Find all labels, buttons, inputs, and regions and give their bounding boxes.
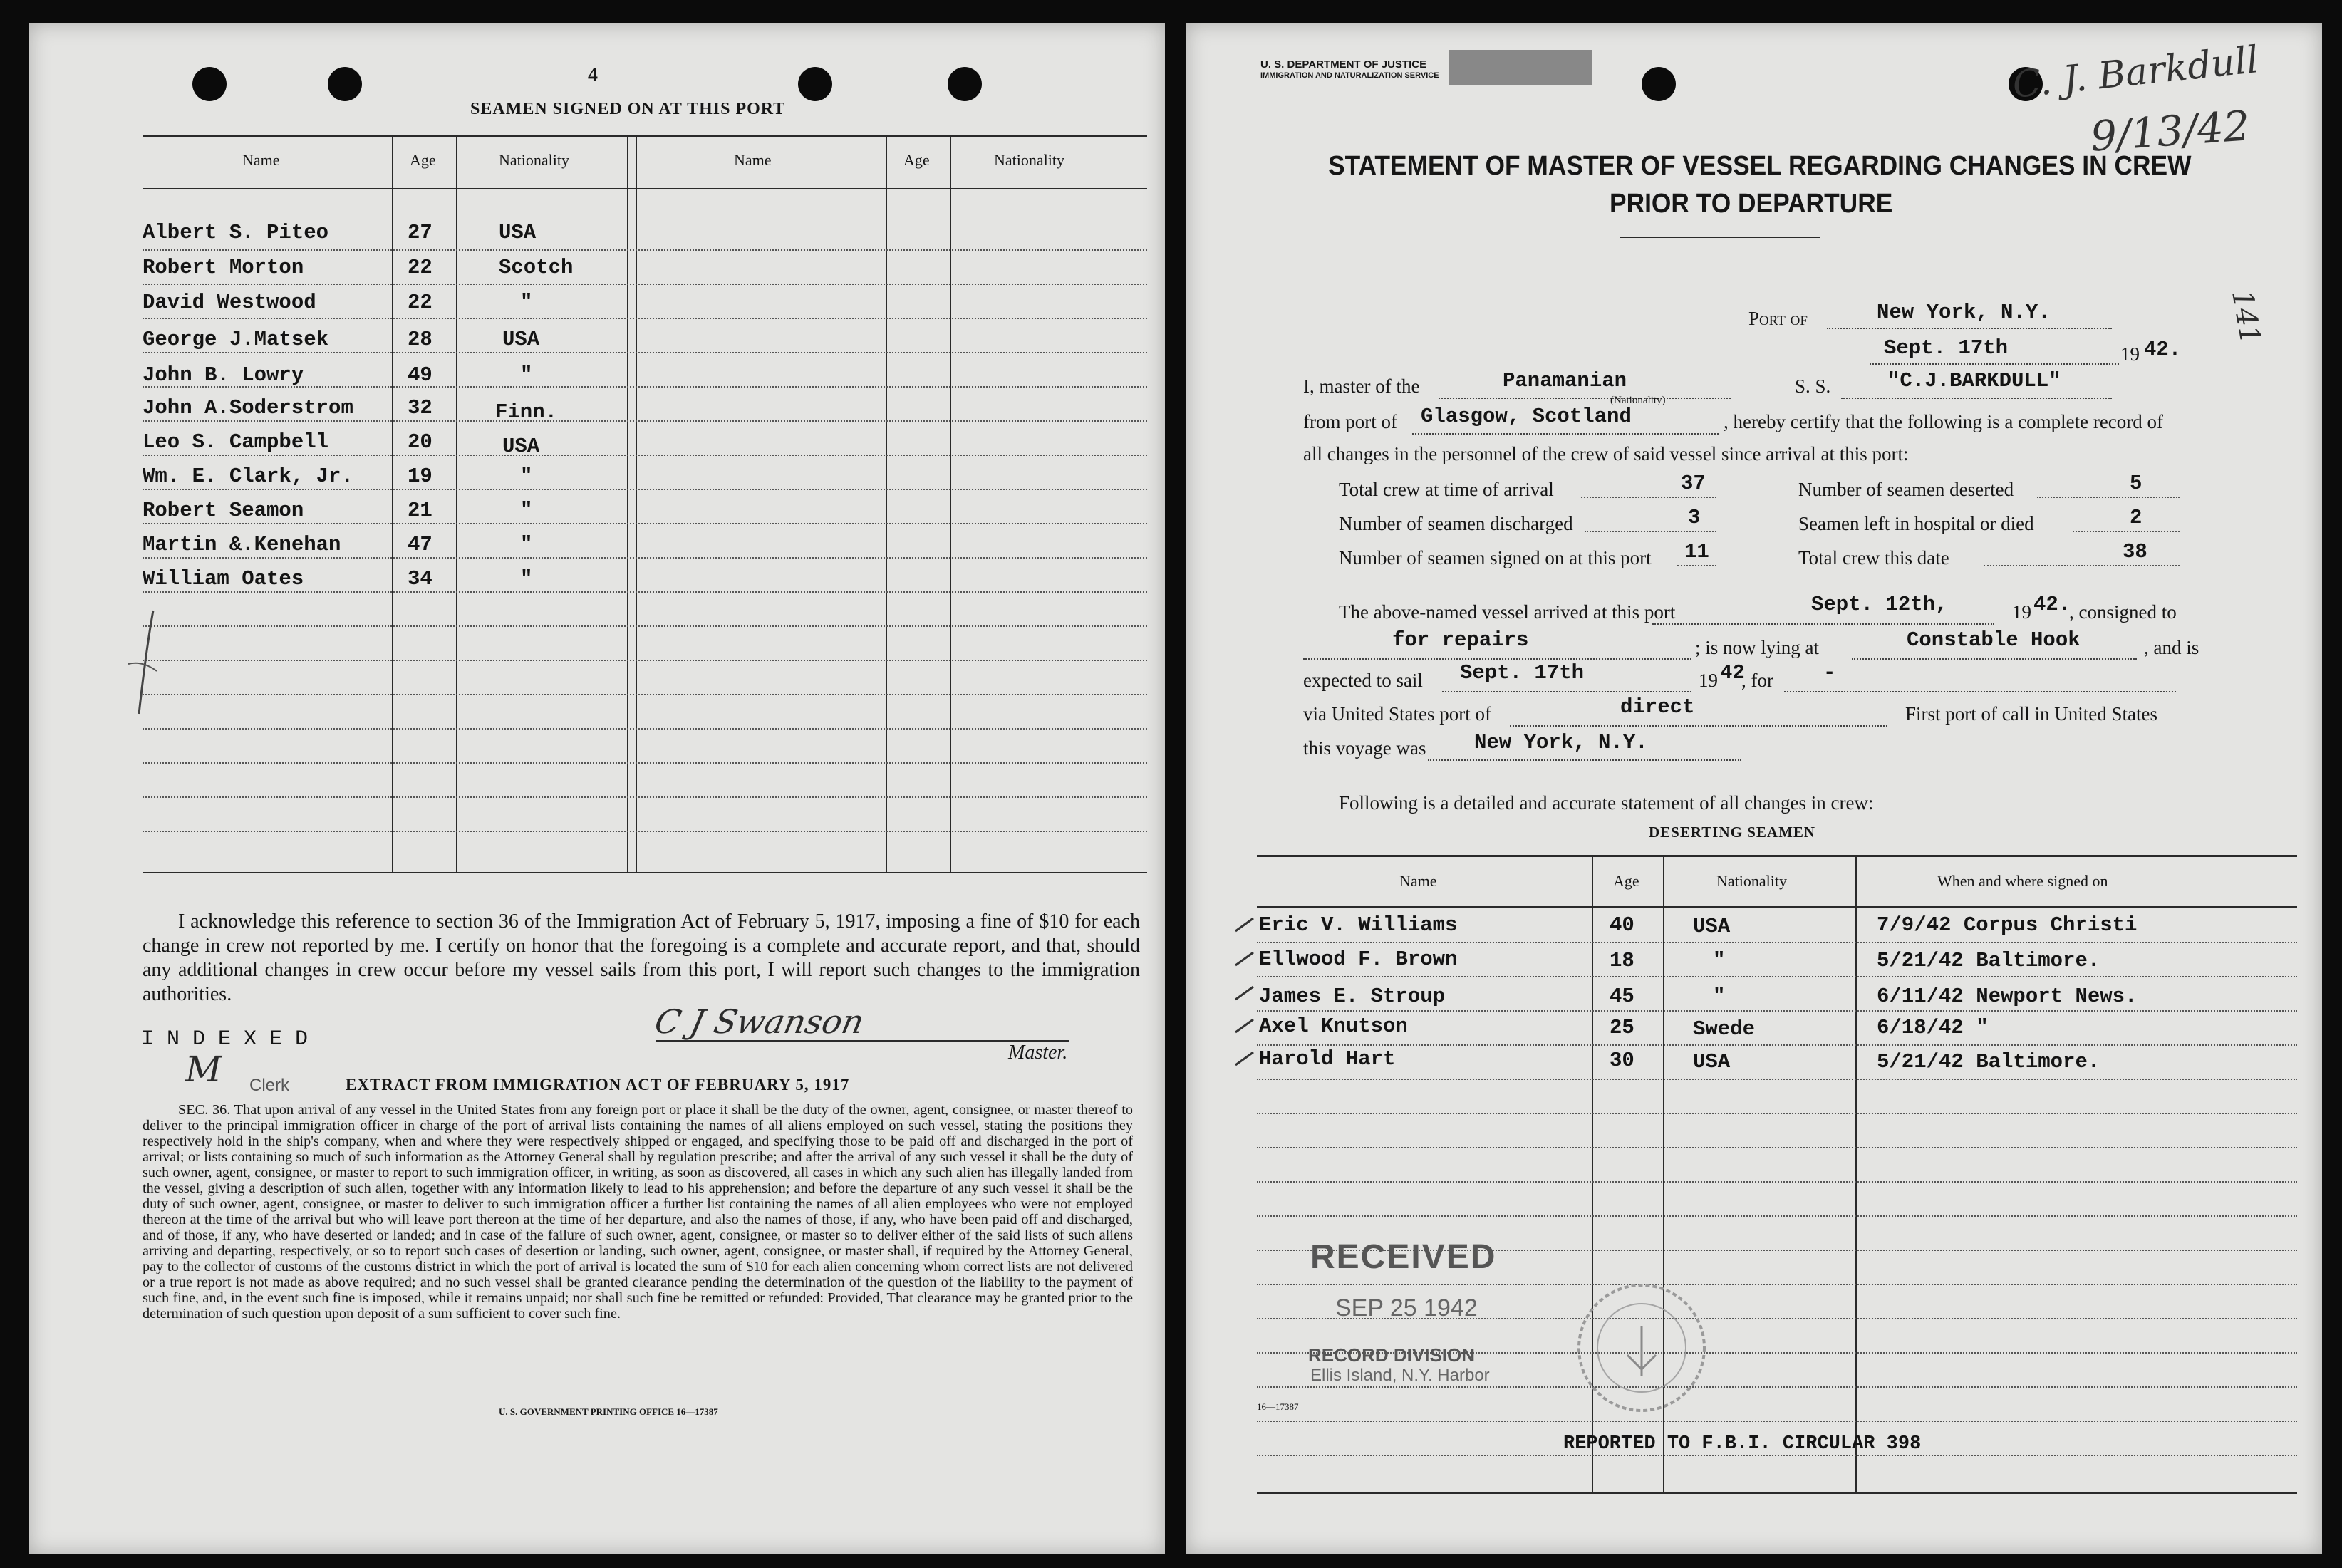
- via-line: [1510, 698, 1887, 727]
- arrived-date: Sept. 12th,: [1811, 593, 1948, 616]
- col-header-age: Age: [1613, 872, 1639, 890]
- deserter-nationality: ": [1713, 949, 1726, 972]
- ellis-island: Ellis Island, N.Y. Harbor: [1310, 1366, 1490, 1385]
- acknowledgment-text: I acknowledge this reference to section 36 of the Immigration Act of February 5, 1917, imposing a fine of $10 for each change in crew not reported by me. I certify on honor that the foregoing is a complete and accurate report, and that, should any additional changes in crew occur before my vessel sails from this port, I will report such changes to the immigration authorities.: [143, 910, 1140, 1005]
- deserter-name: Axel Knutson: [1259, 1014, 1408, 1038]
- punch-hole: [192, 67, 227, 101]
- redaction-smudge: [1449, 50, 1592, 85]
- lying-value: Constable Hook: [1907, 628, 2081, 652]
- punch-hole: [798, 67, 832, 101]
- deserter-age: 45: [1610, 985, 1634, 1008]
- voyage-label: this voyage was: [1303, 737, 1426, 759]
- clerk-initials: M: [185, 1049, 222, 1090]
- seaman-name: Leo S. Campbell: [143, 430, 329, 454]
- received-stamp: RECEIVED: [1310, 1238, 1497, 1276]
- seaman-name: John A.Soderstrom: [143, 396, 353, 420]
- column-rule: [392, 135, 393, 872]
- col-header-signed-on: When and where signed on: [1937, 872, 2108, 890]
- hospital-value: 2: [2130, 506, 2142, 529]
- seaman-age: 47: [408, 533, 432, 556]
- right-page: [1186, 23, 2322, 1554]
- seaman-name: William Oates: [143, 567, 304, 591]
- voyage-value: New York, N.Y.: [1474, 731, 1648, 754]
- certify-text-2: all changes in the personnel of the crew of said vessel since arrival at this port:: [1303, 443, 1909, 464]
- deserters-header-rule: [1257, 906, 2297, 908]
- deserters-table-bottom: [1257, 1492, 2297, 1494]
- deserter-signed-on: 7/9/42 Corpus Christi: [1877, 913, 2138, 937]
- seaman-nationality: ": [520, 533, 533, 556]
- punch-hole: [948, 67, 982, 101]
- total-arrival-value: 37: [1681, 472, 1706, 495]
- certify-text: , hereby certify that the following is a complete record of: [1724, 411, 2164, 432]
- arrived-label: The above-named vessel arrived at this port: [1339, 601, 1676, 623]
- seaman-age: 27: [408, 221, 432, 244]
- deserter-age: 25: [1610, 1016, 1634, 1039]
- discharged-label: Number of seamen discharged: [1339, 513, 1573, 534]
- total-date-value: 38: [2123, 540, 2147, 564]
- seaman-nationality: USA: [502, 328, 540, 351]
- following-text: Following is a detailed and accurate statement of all changes in crew:: [1339, 792, 1874, 814]
- extract-title: EXTRACT FROM IMMIGRATION ACT OF FEBRUARY 5, 1917: [346, 1076, 850, 1094]
- expected-year-prefix: 19: [1699, 670, 1718, 691]
- deserters-table-top: [1257, 855, 2297, 857]
- seaman-nationality: Scotch: [499, 256, 574, 279]
- expected-year: 42: [1720, 661, 1745, 685]
- seaman-nationality: USA: [499, 221, 537, 244]
- deserter-nationality: USA: [1693, 915, 1731, 938]
- consigned-label: , consigned to: [2069, 601, 2177, 623]
- table-bottom-rule: [143, 872, 1147, 873]
- seaman-age: 22: [408, 256, 432, 279]
- master-label: Master.: [1008, 1042, 1068, 1064]
- check-marks: [1232, 917, 1260, 1088]
- column-rule: [950, 135, 951, 872]
- left-page: [29, 23, 1165, 1554]
- master-of-label: I, master of the: [1303, 375, 1420, 397]
- col-header-name: Name: [1399, 872, 1437, 890]
- deserter-age: 40: [1610, 913, 1634, 937]
- page-number: 4: [588, 64, 599, 86]
- punch-hole: [328, 67, 362, 101]
- received-date: SEP 25 1942: [1335, 1294, 1478, 1322]
- signature-line: [656, 1040, 1069, 1042]
- col-header-age: Age: [410, 151, 436, 169]
- title-underline: [1620, 237, 1820, 238]
- year-value: 42.: [2144, 338, 2182, 361]
- nationality-value: Panamanian: [1503, 369, 1627, 393]
- deserter-name: Harold Hart: [1259, 1047, 1396, 1071]
- expected-label: expected to sail: [1303, 670, 1423, 691]
- deserter-nationality: USA: [1693, 1050, 1731, 1074]
- clerk-label: Clerk: [249, 1076, 290, 1095]
- seaman-nationality: ": [520, 363, 533, 387]
- seaman-nationality: ": [520, 499, 533, 522]
- and-is-label: , and is: [2144, 637, 2199, 658]
- indexed-stamp: INDEXED: [141, 1027, 321, 1052]
- gpo-footer: U. S. GOVERNMENT PRINTING OFFICE 16—17387: [499, 1406, 718, 1417]
- col-header-name: Name: [734, 151, 772, 169]
- column-rule: [456, 135, 457, 872]
- extract-text: SEC. 36. That upon arrival of any vessel in the United States from any foreign port or place it shall be the duty of the owner, agent, consignee, or master thereof to deliver to the principal immigration officer in charge of the port of arrival lists containing the names of all aliens employed on such vessel, stating the positions they respectively hold in the ship's company, when and where they were respectively shipped or engaged, and specifying those to be paid off and discharged in the port of arrival; or lists containing so much of such information as the Attorney General shall by regulation prescribe; and after the arrival of any such vessel it shall be the duty of such owner, agent, consignee, or master to report to such immigration officer, in writing, as soon as discovered, all cases in which any such alien has illegally landed from the vessel, giving a description of such alien, together with any information likely to lead to his apprehension; and before the departure of any such vessel it shall be the duty of such owner, agent, consignee, or master to deliver to such immigration officer a further list containing the names of all alien employees who were not employed thereon at the time of the arrival but who will leave port thereon at the time of her departure, and also the names of those, if any, who have been paid off and discharged, and of those, if any, who have deserted or landed; and in case of the failure of such owner, agent, consignee, or master so to deliver either of the said lists of such aliens arriving and departing, respectively, or so to report such cases of desertion or landing, such owner, agent, consignee, or master shall, if required by the Attorney General, pay to the collector of customs of the customs district in which the port of arrival is located the sum of $10 for each alien concerning whom correct lists are not delivered or a true report is not made as above required; and no such vessel shall be granted clearance pending the determination of the question of the liability to the payment of such fine, and, in the event such fine is imposed, while it remains unpaid; nor shall such fine be remitted or refunded: Provided, That clearance may be granted prior to the determination of such question upon deposit of a sum sufficient to cover such fine.: [143, 1102, 1133, 1322]
- arrived-year: 42.: [2033, 593, 2071, 616]
- seaman-name: David Westwood: [143, 291, 316, 314]
- deserter-name: James E. Stroup: [1259, 985, 1446, 1008]
- handwritten-date: 9/13/42: [2088, 101, 2252, 161]
- ss-label: S. S.: [1795, 375, 1831, 397]
- deserter-signed-on: 6/18/42 ": [1877, 1016, 1989, 1039]
- seaman-nationality: USA: [502, 435, 540, 458]
- deserter-signed-on: 6/11/42 Newport News.: [1877, 985, 2138, 1008]
- expected-date: Sept. 17th: [1460, 661, 1585, 685]
- table-header-rule: [143, 188, 1147, 189]
- date-value: Sept. 17th: [1884, 336, 2009, 360]
- via-value: direct: [1620, 695, 1695, 719]
- arrived-year-prefix: 19: [2012, 601, 2031, 623]
- col-header-nationality: Nationality: [499, 151, 569, 169]
- signed-on-label: Number of seamen signed on at this port: [1339, 547, 1652, 568]
- seaman-nationality: ": [520, 567, 533, 591]
- seaman-name: George J.Matsek: [143, 328, 329, 351]
- column-rule: [627, 135, 628, 872]
- seaman-age: 32: [408, 396, 432, 420]
- deserter-nationality: ": [1713, 985, 1726, 1008]
- seaman-age: 49: [408, 363, 432, 387]
- deserted-label: Number of seamen deserted: [1798, 479, 2014, 500]
- for-value: -: [1823, 661, 1836, 685]
- signed-on-value: 11: [1684, 540, 1709, 564]
- seaman-age: 19: [408, 464, 432, 488]
- table-top-rule: [143, 135, 1147, 137]
- dept-line2: IMMIGRATION AND NATURALIZATION SERVICE: [1260, 71, 1439, 80]
- form-number: 16—17387: [1257, 1401, 1299, 1412]
- col-header-nationality: Nationality: [994, 151, 1064, 169]
- fbi-circular-line: REPORTED TO F.B.I. CIRCULAR 398: [1563, 1433, 1922, 1455]
- for-line: [1784, 664, 2176, 692]
- column-rule: [636, 135, 637, 872]
- deserter-name: Eric V. Williams: [1259, 913, 1458, 937]
- pencil-mark: [125, 607, 167, 721]
- col-header-nationality: Nationality: [1716, 872, 1787, 890]
- seaman-age: 22: [408, 291, 432, 314]
- seaman-name: Robert Seamon: [143, 499, 304, 522]
- col-header-name: Name: [242, 151, 280, 169]
- form-title-line2: PRIOR TO DEPARTURE: [1610, 189, 1893, 219]
- deserter-signed-on: 5/21/42 Baltimore.: [1877, 1050, 2100, 1074]
- discharged-value: 3: [1688, 506, 1701, 529]
- seaman-nationality: ": [520, 291, 533, 314]
- port-of-value: New York, N.Y.: [1877, 301, 2051, 324]
- from-port-label: from port of: [1303, 411, 1397, 432]
- page-mark: 141: [2224, 287, 2267, 347]
- nationality-label: (Nationality): [1610, 395, 1666, 406]
- seaman-nationality: Finn.: [495, 400, 558, 424]
- seaman-name: Robert Morton: [143, 256, 304, 279]
- form-title-line1: STATEMENT OF MASTER OF VESSEL REGARDING CHANGES IN CREW: [1328, 151, 2192, 181]
- deserter-nationality: Swede: [1693, 1017, 1756, 1041]
- dept-line1: U. S. DEPARTMENT OF JUSTICE: [1260, 58, 1427, 71]
- consigned-value: for repairs: [1392, 628, 1529, 652]
- deserter-age: 18: [1610, 949, 1634, 972]
- deserted-value: 5: [2130, 472, 2142, 495]
- column-rule: [1855, 855, 1857, 1492]
- total-date-label: Total crew this date: [1798, 547, 1949, 568]
- for-label: , for: [1741, 670, 1773, 691]
- record-division: RECORD DIVISION: [1308, 1344, 1476, 1366]
- seaman-age: 28: [408, 328, 432, 351]
- total-arrival-label: Total crew at time of arrival: [1339, 479, 1554, 500]
- deserter-signed-on: 5/21/42 Baltimore.: [1877, 949, 2100, 972]
- seaman-name: Martin &.Kenehan: [143, 533, 341, 556]
- master-signature: C J Swanson: [651, 1002, 868, 1041]
- hospital-label: Seamen left in hospital or died: [1798, 513, 2034, 534]
- deserting-header: DESERTING SEAMEN: [1649, 824, 1816, 841]
- seaman-name: John B. Lowry: [143, 363, 304, 387]
- seaman-age: 21: [408, 499, 432, 522]
- seaman-nationality: ": [520, 464, 533, 488]
- via-label: via United States port of: [1303, 703, 1491, 725]
- seaman-age: 34: [408, 567, 432, 591]
- seaman-name: Wm. E. Clark, Jr.: [143, 464, 353, 488]
- round-seal-stamp: [1570, 1277, 1713, 1419]
- lying-label: ; is now lying at: [1695, 637, 1819, 658]
- col-header-age: Age: [903, 151, 930, 169]
- ship-name: "C.J.BARKDULL": [1887, 369, 2061, 393]
- seaman-name: Albert S. Piteo: [143, 221, 329, 244]
- year-prefix: 19: [2120, 343, 2140, 365]
- port-of-label: Port of: [1748, 308, 1808, 329]
- punch-hole: [1642, 67, 1676, 101]
- handwritten-vessel: C. J. Barkdull: [2010, 38, 2261, 107]
- deserter-name: Ellwood F. Brown: [1259, 947, 1458, 971]
- column-rule: [886, 135, 887, 872]
- seaman-age: 20: [408, 430, 432, 454]
- from-port-value: Glasgow, Scotland: [1421, 405, 1632, 428]
- left-header: SEAMEN SIGNED ON AT THIS PORT: [470, 100, 786, 118]
- deserter-age: 30: [1610, 1049, 1634, 1072]
- first-port-label: First port of call in United States: [1905, 703, 2157, 725]
